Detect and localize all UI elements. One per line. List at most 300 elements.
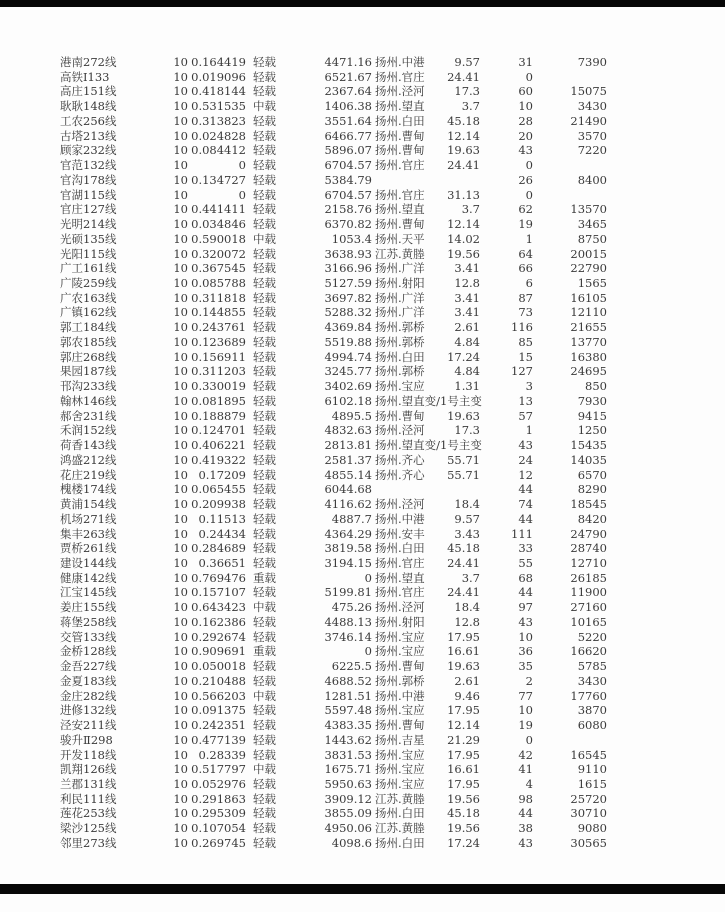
substation-distance-cell xyxy=(372,585,490,600)
line-name-cell: 进修132线 xyxy=(60,703,117,718)
voltage-cell: 10 xyxy=(173,334,188,349)
total-cell: 30710 xyxy=(570,806,607,821)
load-level-cell: 轻载 xyxy=(253,776,276,791)
voltage-cell: 10 xyxy=(173,393,188,408)
voltage-cell: 10 xyxy=(173,718,188,733)
substation-cell: 扬州.曹甸 xyxy=(375,718,425,733)
table-row xyxy=(60,806,612,821)
substation-distance-cell xyxy=(372,703,490,718)
substation-cell: 扬州.白田 xyxy=(375,806,425,821)
voltage-cell: 10 xyxy=(173,821,188,836)
load-ratio-cell: 0.164419 xyxy=(191,55,246,69)
total-cell: 24695 xyxy=(570,364,607,379)
substation-distance-cell xyxy=(372,468,490,483)
capacity-value-cell: 5127.59 xyxy=(324,276,372,291)
voltage-cell: 10 xyxy=(173,497,188,512)
load-ratio-cell: 0.313823 xyxy=(191,113,246,128)
count-cell: 24 xyxy=(518,452,533,467)
voltage-cell: 10 xyxy=(173,629,188,644)
substation-cell: 扬州.郭桥 xyxy=(375,320,425,335)
total-cell: 6080 xyxy=(577,718,607,733)
distance-cell: 2.61 xyxy=(454,673,480,688)
load-level-cell: 轻载 xyxy=(253,290,276,305)
total-cell: 12710 xyxy=(570,555,607,570)
distance-cell: 24.41 xyxy=(447,555,480,570)
line-name-cell: 郭庄268线 xyxy=(60,349,117,364)
load-level-cell: 轻载 xyxy=(253,467,276,482)
total-cell: 3570 xyxy=(577,128,607,143)
distance-cell: 12.14 xyxy=(447,718,480,733)
substation-cell: 扬州.宝应 xyxy=(375,629,425,644)
substation-distance-cell xyxy=(372,114,490,129)
load-level-cell: 轻载 xyxy=(253,172,276,187)
count-cell: 43 xyxy=(518,835,533,850)
distance-cell: 19.63 xyxy=(447,143,480,158)
count-cell: 0 xyxy=(525,732,533,747)
line-name-cell: 健康142线 xyxy=(60,570,117,585)
table-row xyxy=(60,276,612,291)
distance-cell: 19.63 xyxy=(447,659,480,674)
load-level-cell: 轻载 xyxy=(253,747,276,762)
voltage-cell: 10 xyxy=(173,158,188,173)
load-ratio-cell: 0.590018 xyxy=(191,231,246,246)
load-level-cell: 轻载 xyxy=(253,113,276,128)
total-cell: 16620 xyxy=(570,644,607,659)
count-cell: 60 xyxy=(518,84,533,99)
capacity-value-cell: 3831.53 xyxy=(324,747,372,762)
total-cell: 18545 xyxy=(570,497,607,512)
table-row xyxy=(60,718,612,733)
substation-cell: 扬州.泾河 xyxy=(375,600,425,615)
load-level-cell: 轻载 xyxy=(253,69,276,84)
line-name-cell: 鸿盛212线 xyxy=(60,452,117,467)
capacity-value-cell: 1053.4 xyxy=(331,231,372,246)
line-name-cell: 工农256线 xyxy=(60,113,117,128)
substation-distance-cell xyxy=(372,129,490,144)
distance-cell: 2.61 xyxy=(454,320,480,335)
load-level-cell: 轻载 xyxy=(253,408,276,423)
substation-distance-cell xyxy=(372,55,490,70)
total-cell: 16545 xyxy=(570,747,607,762)
distance-cell: 3.7 xyxy=(461,202,480,217)
voltage-cell: 10 xyxy=(173,364,188,379)
voltage-cell: 10 xyxy=(173,261,188,276)
load-level-cell: 轻载 xyxy=(253,629,276,644)
voltage-cell: 10 xyxy=(173,290,188,305)
distance-cell: 19.56 xyxy=(447,821,480,836)
total-cell: 9110 xyxy=(577,762,607,777)
capacity-value-cell: 4364.29 xyxy=(324,526,372,541)
substation-distance-cell xyxy=(372,777,490,792)
capacity-value-cell: 3909.12 xyxy=(324,791,372,806)
capacity-value-cell: 5384.79 xyxy=(324,172,372,187)
table-row xyxy=(60,644,612,659)
load-ratio-cell: 0.769476 xyxy=(191,570,246,585)
table-row xyxy=(60,173,612,188)
load-level-cell: 轻载 xyxy=(253,821,276,836)
total-cell: 850 xyxy=(585,379,607,394)
line-name-cell: 骏升Ⅱ298 xyxy=(60,732,113,747)
line-name-cell: 金吾227线 xyxy=(60,659,117,674)
distance-cell: 3.41 xyxy=(454,290,480,305)
distance-cell xyxy=(375,482,490,497)
voltage-cell: 10 xyxy=(173,511,188,526)
capacity-value-cell: 6704.57 xyxy=(324,187,372,202)
voltage-cell: 10 xyxy=(173,276,188,291)
capacity-value-cell: 3194.15 xyxy=(324,555,372,570)
substation-cell: 扬州.宝应 xyxy=(375,644,425,659)
load-level-cell: 轻载 xyxy=(253,158,276,173)
line-name-cell: 荷香143线 xyxy=(60,438,117,453)
count-cell: 19 xyxy=(518,718,533,733)
load-ratio-cell: 0.566203 xyxy=(191,688,246,703)
distance-cell: 18.4 xyxy=(454,497,480,512)
distance-cell: 3.7 xyxy=(461,99,480,114)
load-ratio-cell: 0.269745 xyxy=(191,835,246,850)
substation-cell: 扬州.射阳 xyxy=(375,614,425,629)
substation-cell: 扬州.官庄 xyxy=(375,555,425,570)
load-ratio-cell: 0.144855 xyxy=(191,305,246,320)
capacity-value-cell: 1675.71 xyxy=(324,762,372,777)
load-ratio-cell: 0.291863 xyxy=(191,791,246,806)
total-cell: 3430 xyxy=(577,673,607,688)
table-row xyxy=(60,364,612,379)
distance-cell: 9.57 xyxy=(454,55,480,69)
substation-distance-cell xyxy=(372,689,490,704)
line-name-cell: 集丰263线 xyxy=(60,526,117,541)
distance-cell: 17.95 xyxy=(447,703,480,718)
total-cell: 11900 xyxy=(570,585,607,600)
substation-distance-cell xyxy=(372,718,490,733)
table-row xyxy=(60,689,612,704)
load-level-cell: 轻载 xyxy=(253,703,276,718)
voltage-cell: 10 xyxy=(173,703,188,718)
load-level-cell: 重载 xyxy=(253,644,276,659)
substation-cell: 江苏.黄塍 xyxy=(375,821,425,836)
distance-cell: 55.71 xyxy=(447,467,480,482)
substation-cell: 扬州.宝应 xyxy=(375,379,425,394)
load-ratio-cell: 0 xyxy=(238,187,246,202)
voltage-cell: 10 xyxy=(173,438,188,453)
load-ratio-cell: 0.320072 xyxy=(191,246,246,261)
load-level-cell: 轻载 xyxy=(253,497,276,512)
capacity-value-cell: 0 xyxy=(364,570,372,585)
capacity-value-cell: 1443.62 xyxy=(324,732,372,747)
line-name-cell: 姜庄155线 xyxy=(60,600,117,615)
count-cell: 35 xyxy=(518,659,533,674)
substation-cell: 扬州.齐心 xyxy=(375,452,425,467)
substation-cell: 扬州.望直 xyxy=(375,570,425,585)
table-row xyxy=(60,703,612,718)
capacity-value-cell: 2367.64 xyxy=(324,84,372,99)
distance-cell: 12.8 xyxy=(454,614,480,629)
substation-distance-cell xyxy=(372,836,490,851)
load-ratio-cell: 0.17209 xyxy=(198,467,246,482)
load-ratio-cell: 0.24434 xyxy=(198,526,246,541)
voltage-cell: 10 xyxy=(173,526,188,541)
capacity-value-cell: 2813.81 xyxy=(324,438,372,453)
voltage-cell: 10 xyxy=(173,217,188,232)
substation-distance-cell xyxy=(372,291,490,306)
table-row xyxy=(60,792,612,807)
distance-cell: 12.14 xyxy=(447,128,480,143)
load-level-cell: 轻载 xyxy=(253,585,276,600)
substation-cell: 扬州.中港 xyxy=(375,55,425,69)
table-row xyxy=(60,556,612,571)
substation-cell: 扬州.吉星 xyxy=(375,732,425,747)
total-cell: 9415 xyxy=(577,408,607,423)
count-cell: 10 xyxy=(518,703,533,718)
count-cell: 43 xyxy=(518,143,533,158)
load-level-cell: 轻载 xyxy=(253,659,276,674)
table-row xyxy=(60,84,612,99)
distance-cell xyxy=(482,394,490,409)
distance-cell: 3.7 xyxy=(461,570,480,585)
capacity-value-cell: 4832.63 xyxy=(324,423,372,438)
bottom-border-bar xyxy=(0,884,725,894)
substation-cell: 扬州.官庄 xyxy=(375,187,425,202)
substation-cell: 扬州.郭桥 xyxy=(375,364,425,379)
substation-cell: 江苏.黄塍 xyxy=(375,791,425,806)
count-cell: 68 xyxy=(518,570,533,585)
line-name-cell: 黄浦154线 xyxy=(60,497,117,512)
line-name-cell: 顾家232线 xyxy=(60,143,117,158)
total-cell: 26185 xyxy=(570,570,607,585)
voltage-cell: 10 xyxy=(173,113,188,128)
load-ratio-cell: 0.531535 xyxy=(191,99,246,114)
substation-distance-cell xyxy=(372,202,490,217)
voltage-cell: 10 xyxy=(173,806,188,821)
substation-distance-cell xyxy=(372,99,490,114)
substation-distance-cell xyxy=(372,84,490,99)
distance-cell: 12.14 xyxy=(447,217,480,232)
total-cell xyxy=(533,70,607,85)
line-name-cell: 金庄282线 xyxy=(60,688,117,703)
count-cell: 98 xyxy=(518,791,533,806)
total-cell: 10165 xyxy=(570,614,607,629)
table-body xyxy=(60,55,612,851)
substation-distance-cell xyxy=(372,512,490,527)
count-cell: 6 xyxy=(525,276,533,291)
substation-cell: 扬州.齐心 xyxy=(375,467,425,482)
line-name-cell: 光明214线 xyxy=(60,217,117,232)
total-cell: 21655 xyxy=(570,320,607,335)
line-name-cell: 梁沙125线 xyxy=(60,821,117,836)
line-name-cell: 港南272线 xyxy=(60,55,117,69)
substation-distance-cell xyxy=(372,541,490,556)
load-level-cell: 轻载 xyxy=(253,732,276,747)
substation-distance-cell xyxy=(372,497,490,512)
total-cell: 5220 xyxy=(577,629,607,644)
table-row xyxy=(60,188,612,203)
count-cell: 0 xyxy=(525,187,533,202)
load-level-cell: 轻载 xyxy=(253,379,276,394)
line-name-cell: 凯翔126线 xyxy=(60,762,117,777)
table-row xyxy=(60,512,612,527)
load-level-cell: 轻载 xyxy=(253,305,276,320)
count-cell: 0 xyxy=(525,158,533,173)
load-level-cell: 轻载 xyxy=(253,187,276,202)
line-name-cell: 泾安211线 xyxy=(60,718,117,733)
total-cell: 7220 xyxy=(577,143,607,158)
load-ratio-cell: 0.188879 xyxy=(191,408,246,423)
substation-distance-cell xyxy=(372,335,490,350)
count-cell: 15 xyxy=(518,349,533,364)
substation-cell: 扬州.宝应 xyxy=(375,776,425,791)
voltage-cell: 10 xyxy=(173,673,188,688)
count-cell: 57 xyxy=(518,408,533,423)
line-name-cell: 邗沟233线 xyxy=(60,379,117,394)
table-row xyxy=(60,659,612,674)
substation-distance-cell xyxy=(372,630,490,645)
load-ratio-cell: 0.156911 xyxy=(191,349,246,364)
substation-cell: 扬州.官庄 xyxy=(375,69,425,84)
distance-cell: 45.18 xyxy=(447,806,480,821)
line-name-cell: 机场271线 xyxy=(60,511,117,526)
count-cell: 44 xyxy=(518,806,533,821)
table-row xyxy=(60,821,612,836)
load-level-cell: 轻载 xyxy=(253,835,276,850)
capacity-value-cell: 5199.81 xyxy=(324,585,372,600)
line-name-cell: 蒋堡258线 xyxy=(60,614,117,629)
substation-distance-cell xyxy=(372,821,490,836)
count-cell: 12 xyxy=(518,467,533,482)
voltage-cell: 10 xyxy=(173,246,188,261)
power-line-load-report xyxy=(60,55,612,851)
total-cell: 20015 xyxy=(570,246,607,261)
load-level-cell: 轻载 xyxy=(253,202,276,217)
voltage-cell: 10 xyxy=(173,600,188,615)
voltage-cell: 10 xyxy=(173,570,188,585)
capacity-value-cell: 6225.5 xyxy=(331,659,372,674)
load-ratio-cell: 0.311203 xyxy=(191,364,246,379)
capacity-value-cell: 3638.93 xyxy=(324,246,372,261)
load-level-cell: 轻载 xyxy=(253,320,276,335)
load-level-cell: 轻载 xyxy=(253,84,276,99)
table-row xyxy=(60,615,612,630)
capacity-value-cell: 4855.14 xyxy=(324,467,372,482)
substation-distance-cell xyxy=(372,423,490,438)
load-level-cell: 轻载 xyxy=(253,423,276,438)
substation-distance-cell xyxy=(372,644,490,659)
line-name-cell: 交管133线 xyxy=(60,629,117,644)
substation-distance-cell xyxy=(372,659,490,674)
capacity-value-cell: 5597.48 xyxy=(324,703,372,718)
capacity-value-cell: 4383.35 xyxy=(324,718,372,733)
voltage-cell: 10 xyxy=(173,423,188,438)
line-name-cell: 槐楼174线 xyxy=(60,482,117,497)
total-cell: 14035 xyxy=(570,452,607,467)
load-level-cell: 轻载 xyxy=(253,614,276,629)
distance-cell: 19.56 xyxy=(447,246,480,261)
count-cell: 26 xyxy=(518,172,533,187)
count-cell: 77 xyxy=(518,688,533,703)
total-cell: 22790 xyxy=(570,261,607,276)
table-row xyxy=(60,305,612,320)
distance-cell: 16.61 xyxy=(447,644,480,659)
load-ratio-cell: 0.517797 xyxy=(191,762,246,777)
capacity-value-cell: 3402.69 xyxy=(324,379,372,394)
table-row xyxy=(60,202,612,217)
substation-distance-cell xyxy=(372,70,490,85)
count-cell: 0 xyxy=(525,69,533,84)
substation-cell: 扬州.泾河 xyxy=(375,497,425,512)
capacity-value-cell: 3166.96 xyxy=(324,261,372,276)
substation-cell: 扬州.广洋 xyxy=(375,305,425,320)
capacity-value-cell: 5288.32 xyxy=(324,305,372,320)
line-name-cell: 禾润152线 xyxy=(60,423,117,438)
load-ratio-cell: 0.084412 xyxy=(191,143,246,158)
load-ratio-cell: 0.418144 xyxy=(191,84,246,99)
distance-cell: 21.29 xyxy=(447,732,480,747)
load-level-cell: 中载 xyxy=(253,99,276,114)
substation-distance-cell xyxy=(372,600,490,615)
capacity-value-cell: 3855.09 xyxy=(324,806,372,821)
distance-cell: 19.63 xyxy=(447,408,480,423)
count-cell: 31 xyxy=(518,55,533,69)
substation-cell: 扬州.望直变/1号主变 xyxy=(375,393,482,408)
count-cell: 73 xyxy=(518,305,533,320)
distance-cell: 55.71 xyxy=(447,452,480,467)
total-cell xyxy=(533,188,607,203)
table-row xyxy=(60,423,612,438)
total-cell: 17760 xyxy=(570,688,607,703)
line-name-cell: 官沟178线 xyxy=(60,172,117,187)
substation-cell: 扬州.曹甸 xyxy=(375,408,425,423)
distance-cell: 3.41 xyxy=(454,261,480,276)
distance-cell: 24.41 xyxy=(447,585,480,600)
total-cell: 8750 xyxy=(577,231,607,246)
load-level-cell: 轻载 xyxy=(253,791,276,806)
voltage-cell: 10 xyxy=(173,202,188,217)
line-name-cell: 古塔213线 xyxy=(60,128,117,143)
distance-cell: 9.46 xyxy=(454,688,480,703)
capacity-value-cell: 4950.06 xyxy=(324,821,372,836)
distance-cell: 4.84 xyxy=(454,364,480,379)
load-ratio-cell: 0.107054 xyxy=(191,821,246,836)
load-level-cell: 中载 xyxy=(253,600,276,615)
table-row xyxy=(60,438,612,453)
voltage-cell: 10 xyxy=(173,349,188,364)
line-name-cell: 官湖115线 xyxy=(60,187,117,202)
table-row xyxy=(60,409,612,424)
capacity-value-cell: 4887.7 xyxy=(331,511,372,526)
line-name-cell: 郭农185线 xyxy=(60,334,117,349)
line-name-cell: 建设144线 xyxy=(60,555,117,570)
distance-cell: 14.02 xyxy=(447,231,480,246)
load-level-cell: 轻载 xyxy=(253,511,276,526)
capacity-value-cell: 5950.63 xyxy=(324,776,372,791)
load-ratio-cell: 0.034846 xyxy=(191,217,246,232)
substation-cell: 扬州.广洋 xyxy=(375,290,425,305)
substation-cell: 扬州.射阳 xyxy=(375,276,425,291)
voltage-cell: 10 xyxy=(173,659,188,674)
distance-cell: 45.18 xyxy=(447,113,480,128)
table-row xyxy=(60,320,612,335)
load-ratio-cell: 0 xyxy=(238,158,246,173)
capacity-value-cell: 6466.77 xyxy=(324,128,372,143)
substation-cell: 扬州.泾河 xyxy=(375,84,425,99)
load-ratio-cell: 0.36651 xyxy=(198,555,246,570)
count-cell: 55 xyxy=(518,555,533,570)
table-row xyxy=(60,600,612,615)
substation-distance-cell xyxy=(372,305,490,320)
count-cell: 74 xyxy=(518,497,533,512)
substation-distance-cell xyxy=(372,276,490,291)
load-level-cell: 轻载 xyxy=(253,128,276,143)
substation-cell: 扬州.广洋 xyxy=(375,261,425,276)
distance-cell: 24.41 xyxy=(447,69,480,84)
